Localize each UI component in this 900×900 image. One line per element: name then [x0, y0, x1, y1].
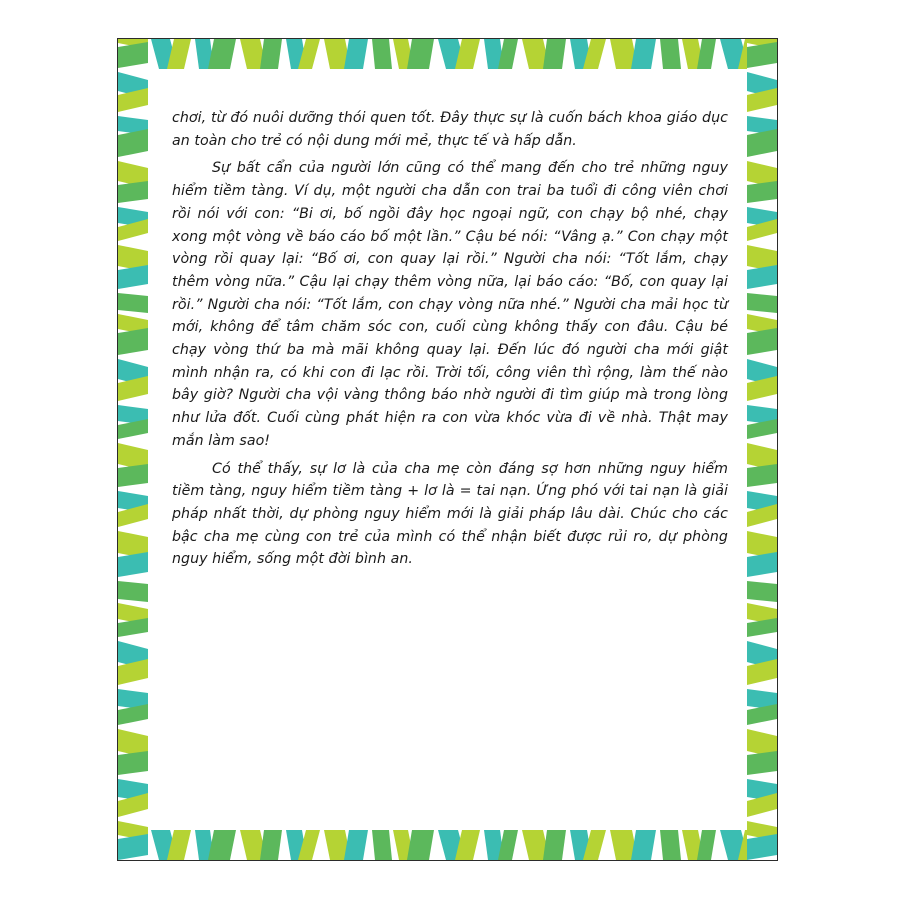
content-panel — [148, 69, 747, 830]
decorative-border-left — [118, 39, 148, 861]
paragraph-story: Sự bất cẩn của người lớn cũng có thể mang đến cho trẻ những nguy hiểm tiềm tàng. Ví dụ, một người cha dẫn con trai ba tuổi đi công viên chơi rồi nói với con: “Bi ơi, bố ngồi đây học ngoại ngữ, con chạy bộ nhé, chạy xong một vòng về báo cáo bố một lần.” Cậu bé nói: “Vâng ạ.” Con chạy một vòng rồi quay lại: “Bố ơi, con quay lại rồi.” Người cha nói: “Tốt lắm, chạy thêm vòng nữa.” Cậu lại chạy thêm vòng nữa, lại báo cáo: “Bố, con quay lại rồi.” Người cha nói: “Tốt lắm, con chạy vòng nữa nhé.” Người cha mải học từ mới, không để tâm chăm sóc con, cuối cùng không thấy con đâu. Cậu bé chạy vòng thứ ba mà mãi không quay lại. Đến lúc đó người cha mới giật mình nhận ra, có khi con đi lạc rồi. Trời tối, công viên thì rộng, làm thế nào bây giờ? Người cha vội vàng thông báo nhờ người đi tìm giúp mà trong lòng như lửa đốt. Cuối cùng phát hiện ra con vừa khóc vừa đi về nhà. Thật may mắn làm sao! — [172, 160, 728, 449]
decorative-border-top — [118, 39, 778, 69]
decorative-border-bottom — [118, 830, 778, 860]
decorative-border-right — [747, 39, 777, 861]
paragraph-conclusion: Có thể thấy, sự lơ là của cha mẹ còn đáng sợ hơn những nguy hiểm tiềm tàng, nguy hiểm tiềm tàng + lơ là = tai nạn. Ứng phó với tai nạn là giải pháp nhất thời, dự phòng nguy hiểm mới là giải pháp lâu dài. Chúc cho các bậc cha mẹ cùng con trẻ của mình có thể nhận biết được rủi ro, dự phòng nguy hiểm, sống một đời bình an. — [172, 460, 728, 568]
book-page — [117, 38, 778, 861]
body-text — [172, 107, 728, 571]
paragraph-intro-continuation: chơi, từ đó nuôi dưỡng thói quen tốt. Đây thực sự là cuốn bách khoa giáo dục an toàn cho trẻ có nội dung mới mẻ, thực tế và hấp dẫn. — [172, 110, 728, 149]
